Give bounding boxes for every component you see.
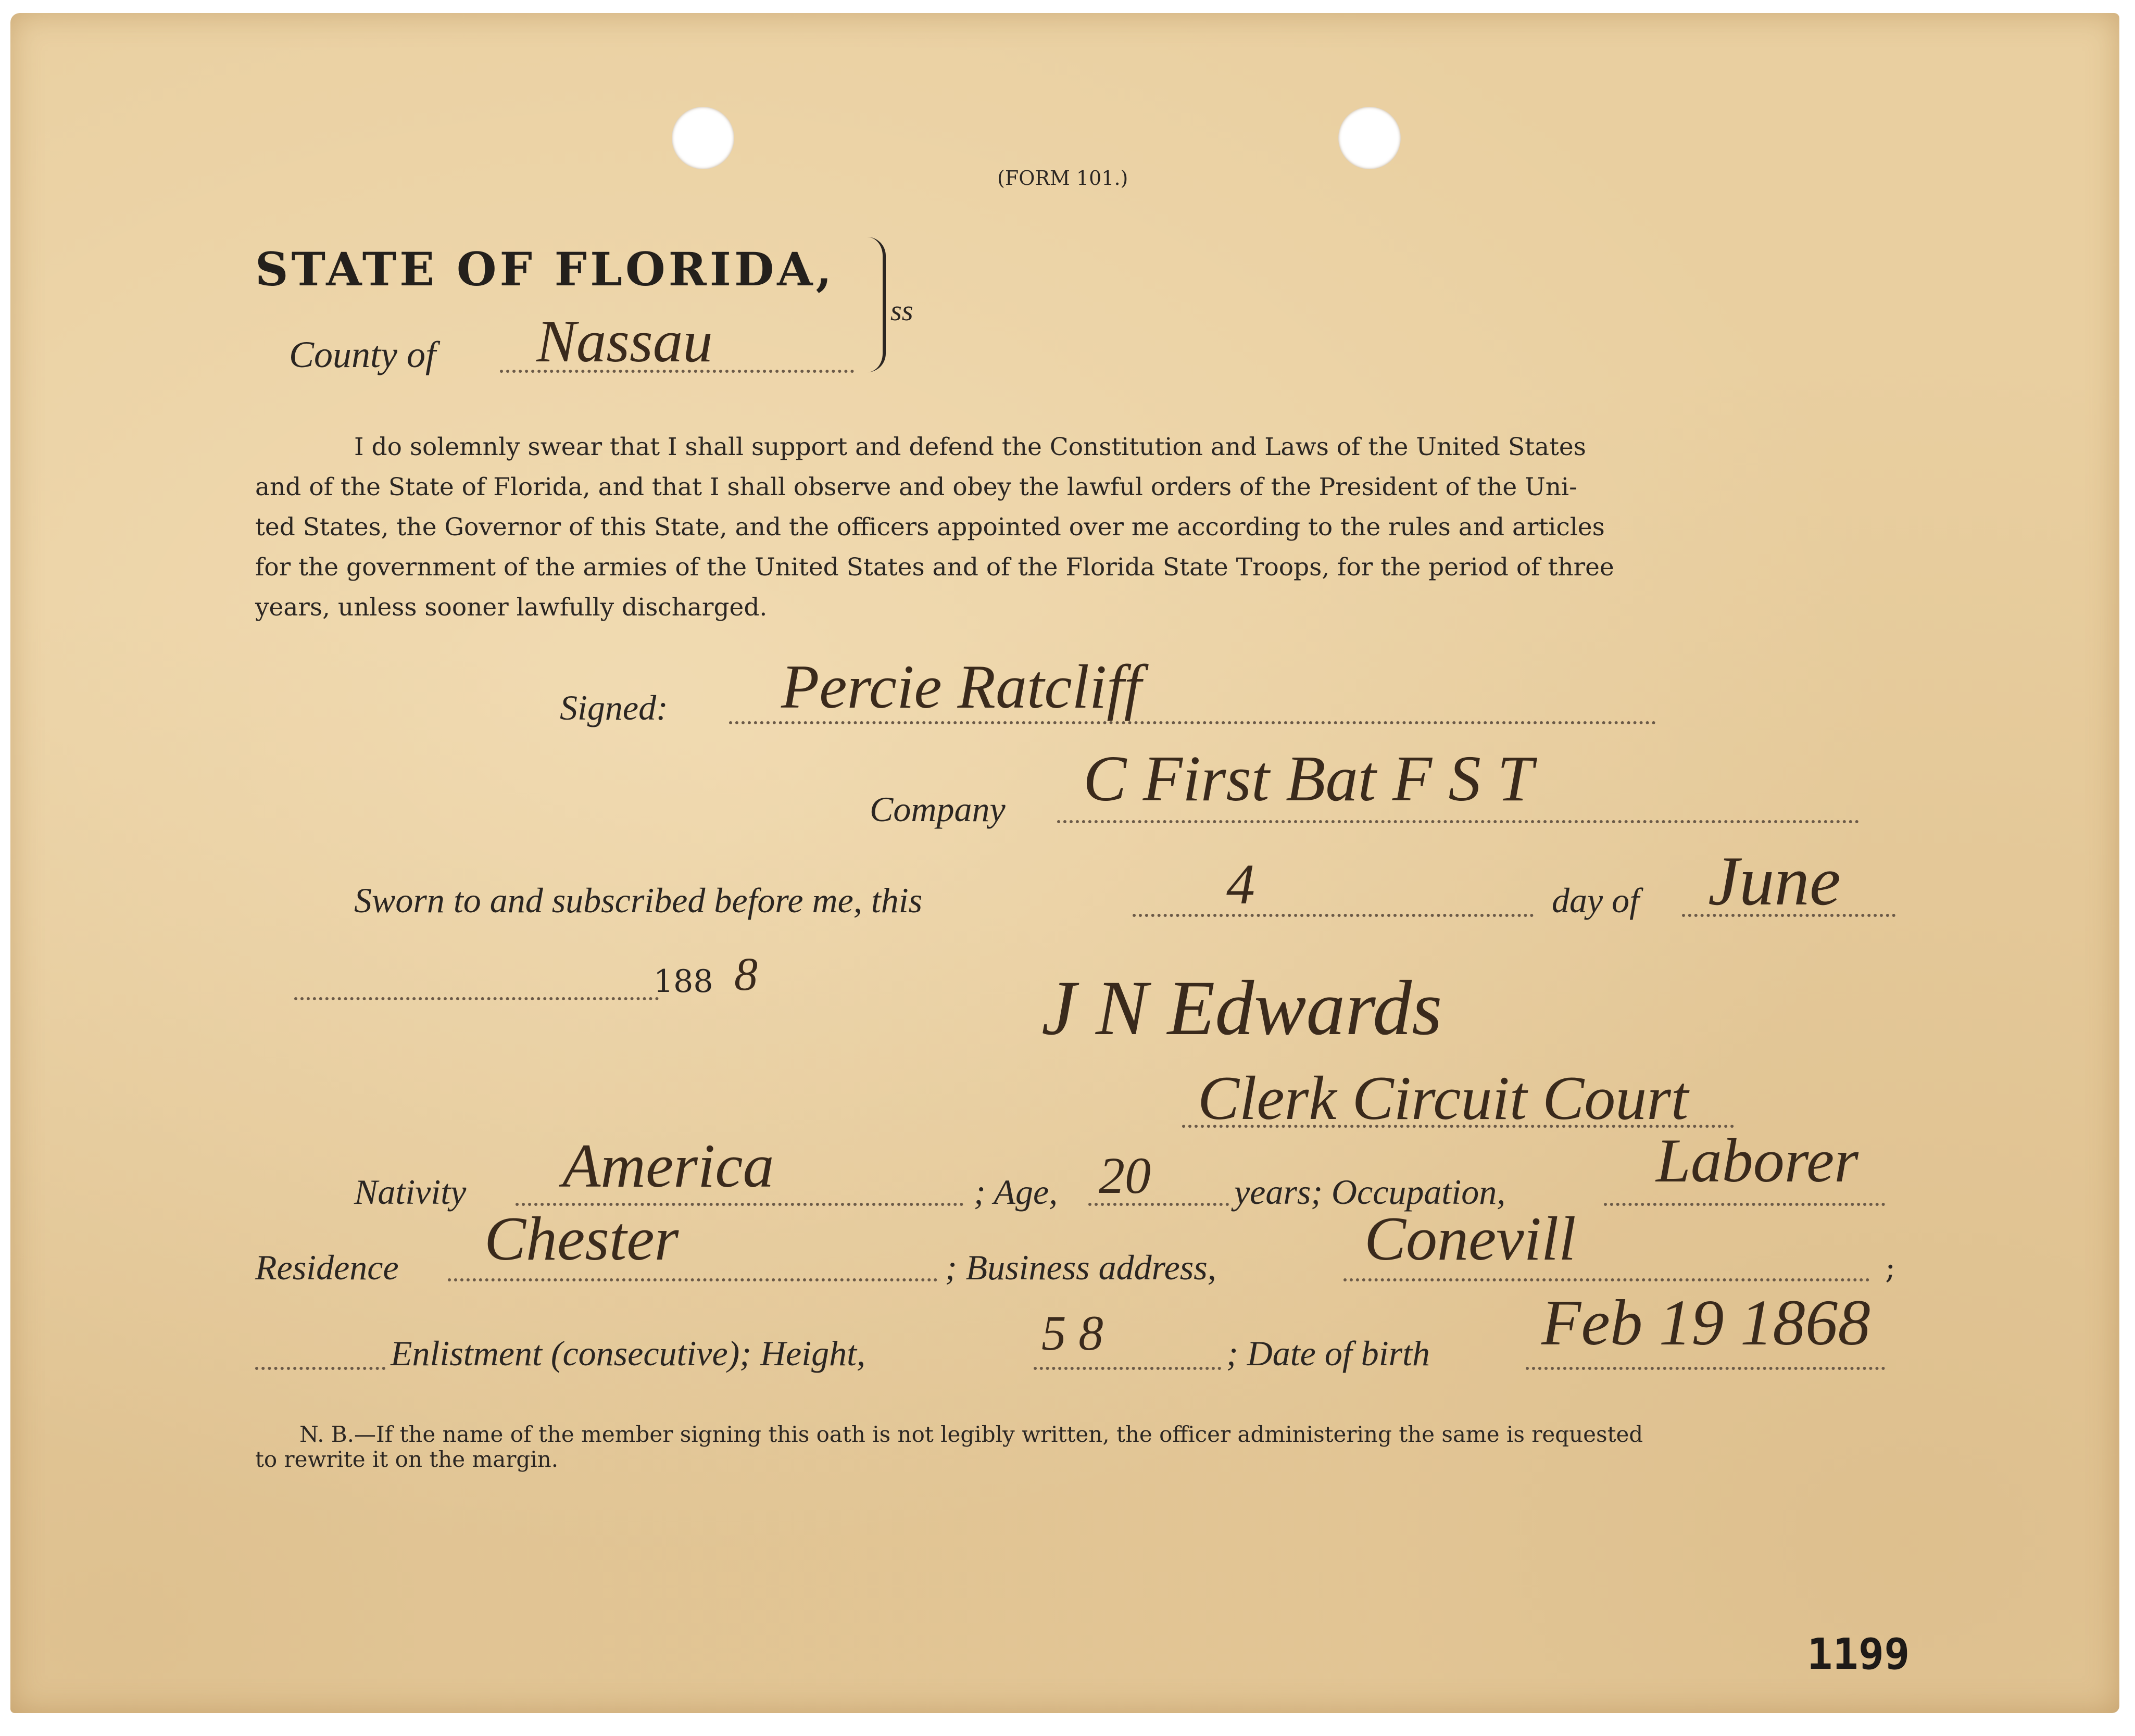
official-title-line bbox=[1182, 1125, 1734, 1128]
enlistment-line bbox=[255, 1367, 385, 1370]
dob-line bbox=[1526, 1367, 1885, 1370]
sworn-month-value: June bbox=[1708, 842, 1841, 920]
occupation-label: years; Occupation, bbox=[1234, 1172, 1506, 1212]
sworn-day-line bbox=[1133, 914, 1534, 917]
form-number: (FORM 101.) bbox=[997, 167, 1128, 190]
official-name: J N Edwards bbox=[1041, 965, 1442, 1051]
note-line-2: to rewrite it on the margin. bbox=[255, 1446, 559, 1472]
brace-bottom bbox=[867, 310, 886, 372]
business-label: ; Business address, bbox=[945, 1248, 1216, 1287]
note-line-1: N. B.—If the name of the member signing this oath is not legibly written, the officer administering the same is requested bbox=[299, 1421, 1643, 1447]
day-of-label: day of bbox=[1552, 880, 1640, 920]
oath-line-1: I do solemnly swear that I shall support and defend the Constitution and Laws of the United States bbox=[354, 433, 1586, 461]
enlistment-label: Enlistment (consecutive); Height, bbox=[391, 1334, 866, 1373]
residence-value: Chester bbox=[484, 1204, 679, 1273]
company-line bbox=[1057, 820, 1859, 823]
ss-mark: ss bbox=[890, 295, 913, 327]
dob-value: Feb 19 1868 bbox=[1541, 1287, 1870, 1359]
oath-text bbox=[255, 427, 1872, 627]
sworn-label: Sworn to and subscribed before me, this bbox=[354, 880, 923, 920]
county-label: County of bbox=[289, 334, 436, 375]
punch-hole-left bbox=[672, 107, 734, 169]
residence-label: Residence bbox=[255, 1248, 399, 1287]
punch-hole-right bbox=[1338, 107, 1401, 169]
business-value: Conevill bbox=[1364, 1204, 1576, 1273]
stamp-number: 1199 bbox=[1807, 1630, 1910, 1679]
oath-line-5: years, unless sooner lawfully discharged. bbox=[255, 593, 768, 622]
occupation-value: Laborer bbox=[1656, 1126, 1858, 1195]
year-line bbox=[294, 997, 659, 1000]
oath-line-2: and of the State of Florida, and that I shall observe and obey the lawful orders of the President of the Uni- bbox=[255, 473, 1577, 501]
business-line bbox=[1343, 1278, 1869, 1281]
year-prefix: 188 bbox=[654, 963, 713, 1000]
state-heading: STATE OF FLORIDA, bbox=[255, 242, 835, 296]
dob-label: ; Date of birth bbox=[1226, 1334, 1430, 1373]
nativity-label: Nativity bbox=[354, 1172, 467, 1212]
oath-line-3: ted States, the Governor of this State, and the officers appointed over me according to the rules and articles bbox=[255, 513, 1605, 542]
signature: Percie Ratcliff bbox=[781, 652, 1141, 721]
occupation-line bbox=[1604, 1203, 1885, 1206]
age-value: 20 bbox=[1099, 1147, 1151, 1204]
age-label: ; Age, bbox=[974, 1172, 1058, 1212]
signed-label: Signed: bbox=[560, 688, 668, 727]
residence-line bbox=[448, 1278, 937, 1281]
business-semicolon: ; bbox=[1885, 1250, 1896, 1286]
company-label: Company bbox=[870, 789, 1006, 829]
oath-line-4: for the government of the armies of the United States and of the Florida State Troops, for the period of three bbox=[255, 553, 1614, 582]
county-value: Nassau bbox=[536, 308, 713, 374]
height-value: 5 8 bbox=[1041, 1305, 1103, 1361]
height-line bbox=[1034, 1367, 1221, 1370]
company-value: C First Bat F S T bbox=[1083, 743, 1534, 815]
nativity-value: America bbox=[562, 1131, 774, 1200]
brace-top bbox=[867, 237, 886, 310]
year-suffix: 8 bbox=[734, 949, 758, 1000]
sworn-day-value: 4 bbox=[1226, 852, 1255, 916]
official-title: Clerk Circuit Court bbox=[1198, 1063, 1689, 1133]
